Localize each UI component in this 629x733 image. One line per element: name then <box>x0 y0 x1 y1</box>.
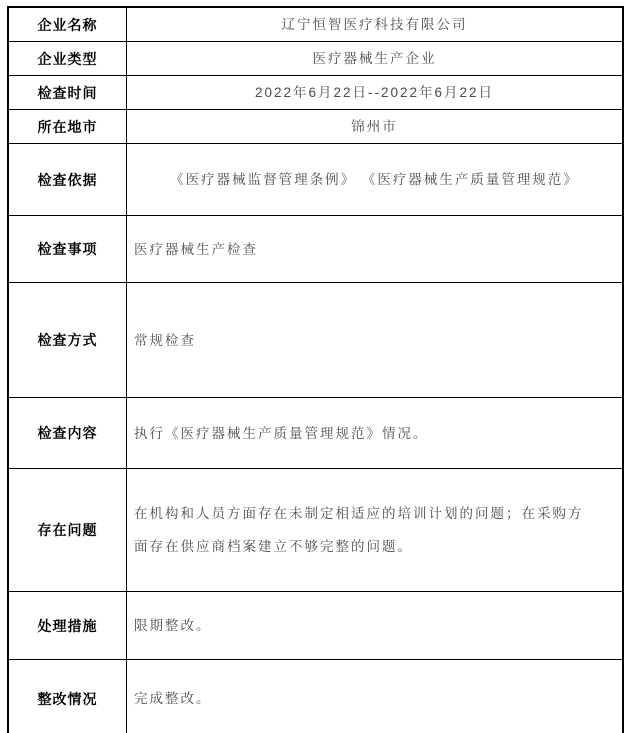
row-label: 检查方式 <box>8 283 127 398</box>
row-value: 在机构和人员方面存在未制定相适应的培训计划的问题；在采购方面存在供应商档案建立不够完整的问题。 <box>127 469 624 592</box>
row-label: 所在地市 <box>8 110 127 144</box>
table-row <box>8 216 623 283</box>
row-label: 检查内容 <box>8 398 127 469</box>
row-label: 处理措施 <box>8 592 127 660</box>
row-label: 存在问题 <box>8 469 127 592</box>
row-value: 执行《医疗器械生产质量管理规范》情况。 <box>127 398 624 469</box>
inspection-table <box>7 6 624 733</box>
row-label: 整改情况 <box>8 660 127 733</box>
row-label: 企业类型 <box>8 42 127 76</box>
table-row <box>8 7 623 42</box>
table-row <box>8 660 623 733</box>
row-value: 2022年6月22日--2022年6月22日 <box>127 76 624 110</box>
table-row <box>8 76 623 110</box>
row-value: 辽宁恒智医疗科技有限公司 <box>127 7 624 42</box>
row-value: 常规检查 <box>127 283 624 398</box>
row-value: 医疗器械生产检查 <box>127 216 624 283</box>
row-value: 医疗器械生产企业 <box>127 42 624 76</box>
inspection-table-body <box>8 7 623 733</box>
row-value: 完成整改。 <box>127 660 624 733</box>
row-value: 锦州市 <box>127 110 624 144</box>
table-row <box>8 469 623 592</box>
table-row <box>8 398 623 469</box>
table-row <box>8 110 623 144</box>
table-row <box>8 592 623 660</box>
row-label: 检查事项 <box>8 216 127 283</box>
row-label: 企业名称 <box>8 7 127 42</box>
row-value: 限期整改。 <box>127 592 624 660</box>
row-label: 检查依据 <box>8 144 127 216</box>
row-label: 检查时间 <box>8 76 127 110</box>
row-value: 《医疗器械监督管理条例》 《医疗器械生产质量管理规范》 <box>127 144 624 216</box>
table-row <box>8 42 623 76</box>
table-row <box>8 283 623 398</box>
table-row <box>8 144 623 216</box>
